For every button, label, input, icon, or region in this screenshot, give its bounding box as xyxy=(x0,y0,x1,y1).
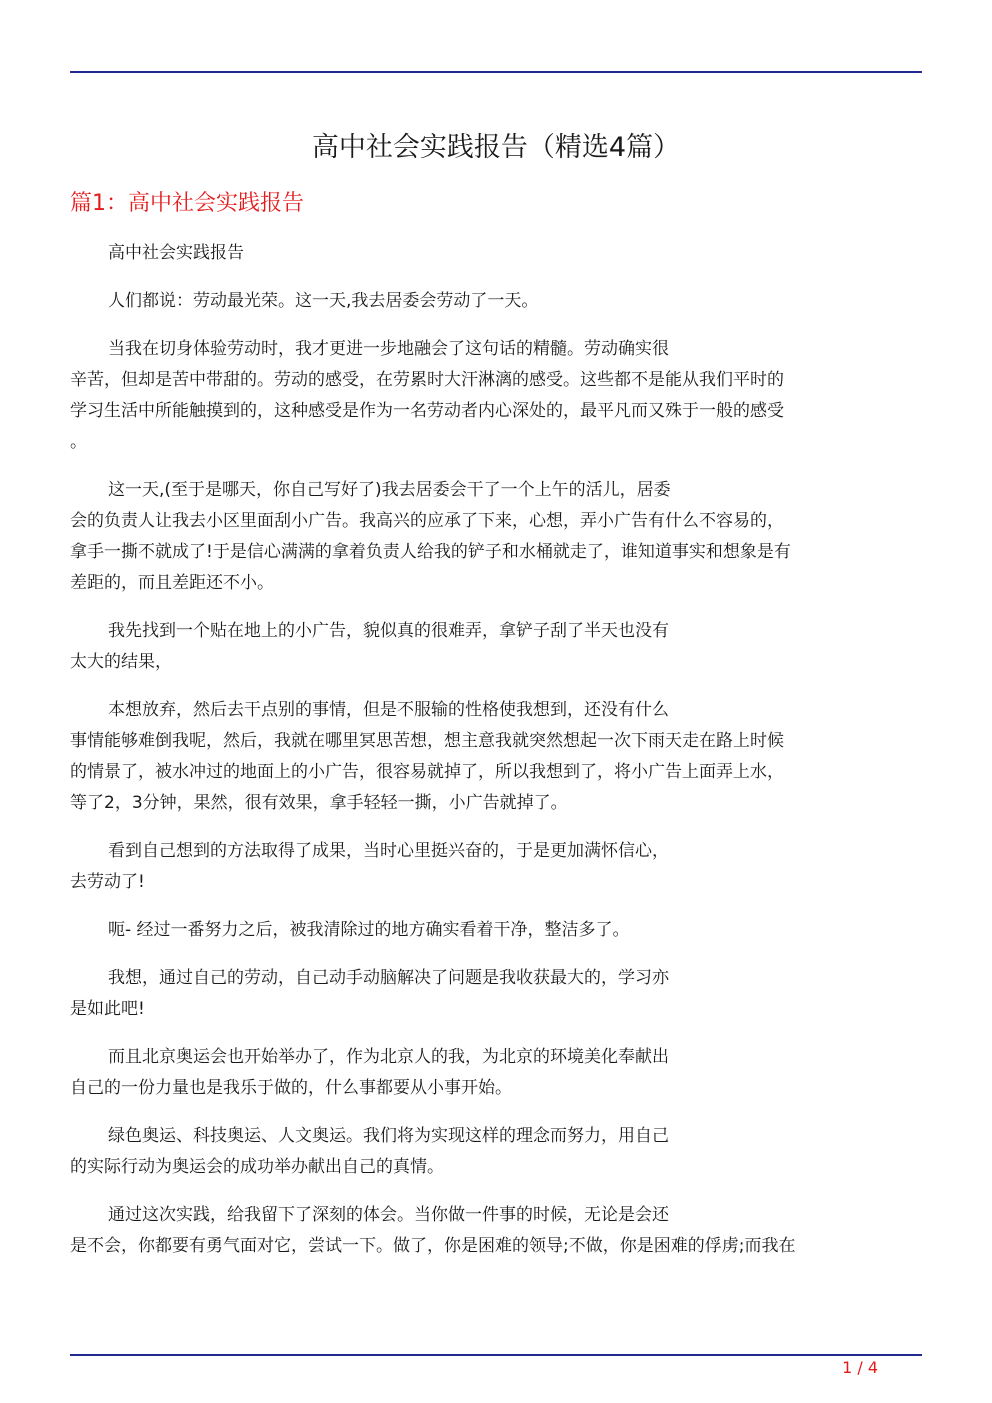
paragraph-line: 呃- 经过一番努力之后，被我清除过的地方确实看着干净，整洁多了。 xyxy=(108,920,630,940)
paragraph-line: 本想放弃，然后去干点别的事情，但是不服输的性格使我想到，还没有什么 xyxy=(108,700,669,720)
paragraph-line: 自己的一份力量也是我乐于做的，什么事都要从小事开始。 xyxy=(70,1078,512,1098)
paragraph-line: 。 xyxy=(70,432,87,452)
paragraph-line: 我先找到一个贴在地上的小广告，貌似真的很难弄，拿铲子刮了半天也没有 xyxy=(108,621,669,641)
paragraph xyxy=(70,334,922,458)
paragraph-line: 绿色奥运、科技奥运、人文奥运。我们将为实现这样的理念而努力，用自己 xyxy=(108,1126,669,1146)
paragraph-line: 这一天,(至于是哪天，你自己写好了)我去居委会干了一个上午的活儿，居委 xyxy=(108,480,671,500)
paragraph xyxy=(70,836,922,898)
paragraph xyxy=(70,238,922,269)
paragraph-line: 差距的，而且差距还不小。 xyxy=(70,573,274,593)
paragraph xyxy=(70,286,922,317)
paragraph-line: 事情能够难倒我呢，然后，我就在哪里冥思苦想，想主意我就突然想起一次下雨天走在路上时候 xyxy=(70,731,784,751)
document-title: 高中社会实践报告（精选4篇） xyxy=(311,132,681,163)
document-body xyxy=(70,238,922,1279)
paragraph xyxy=(70,963,922,1025)
paragraph xyxy=(70,1200,922,1262)
paragraph-line: 我想，通过自己的劳动，自己动手动脑解决了问题是我收获最大的，学习亦 xyxy=(108,968,669,988)
paragraph xyxy=(70,475,922,599)
paragraph xyxy=(70,695,922,819)
paragraph-line: 的情景了，被水冲过的地面上的小广告，很容易就掉了，所以我想到了，将小广告上面弄上水， xyxy=(70,762,784,782)
footer-rule xyxy=(70,1354,922,1356)
section-heading: 篇1：高中社会实践报告 xyxy=(70,191,304,216)
paragraph-line: 等了2，3分钟，果然，很有效果，拿手轻轻一撕，小广告就掉了。 xyxy=(70,793,568,813)
paragraph-line: 辛苦，但却是苦中带甜的。劳动的感受，在劳累时大汗淋漓的感受。这些都不是能从我们平时的 xyxy=(70,370,784,390)
paragraph-line: 学习生活中所能触摸到的，这种感受是作为一名劳动者内心深处的，最平凡而又殊于一般的感受 xyxy=(70,401,784,421)
paragraph xyxy=(70,1042,922,1104)
paragraph-line: 会的负责人让我去小区里面刮小广告。我高兴的应承了下来，心想，弄小广告有什么不容易的， xyxy=(70,511,784,531)
paragraph-line: 是不会，你都要有勇气面对它，尝试一下。做了，你是困难的领导;不做，你是困难的俘虏;而我在 xyxy=(70,1236,796,1256)
paragraph xyxy=(70,616,922,678)
paragraph xyxy=(70,1121,922,1183)
paragraph-line: 而且北京奥运会也开始举办了，作为北京人的我，为北京的环境美化奉献出 xyxy=(108,1047,669,1067)
paragraph-line: 太大的结果， xyxy=(70,652,172,672)
paragraph-line: 通过这次实践，给我留下了深刻的体会。当你做一件事的时候，无论是会还 xyxy=(108,1205,669,1225)
paragraph-line: 去劳动了! xyxy=(70,872,145,892)
paragraph-line: 是如此吧! xyxy=(70,999,145,1019)
paragraph-line: 拿手一撕不就成了!于是信心满满的拿着负责人给我的铲子和水桶就走了，谁知道事实和想象是有 xyxy=(70,542,791,562)
paragraph-line: 高中社会实践报告 xyxy=(108,243,244,263)
paragraph-line: 的实际行动为奥运会的成功举办献出自己的真情。 xyxy=(70,1157,444,1177)
paragraph-line: 人们都说：劳动最光荣。这一天,我去居委会劳动了一天。 xyxy=(108,291,539,311)
paragraph xyxy=(70,915,922,946)
header-rule xyxy=(70,71,922,73)
paragraph-line: 当我在切身体验劳动时，我才更进一步地融会了这句话的精髓。劳动确实很 xyxy=(108,339,669,359)
paragraph-line: 看到自己想到的方法取得了成果，当时心里挺兴奋的，于是更加满怀信心， xyxy=(108,841,669,861)
page-number: 1 / 4 xyxy=(842,1358,878,1377)
